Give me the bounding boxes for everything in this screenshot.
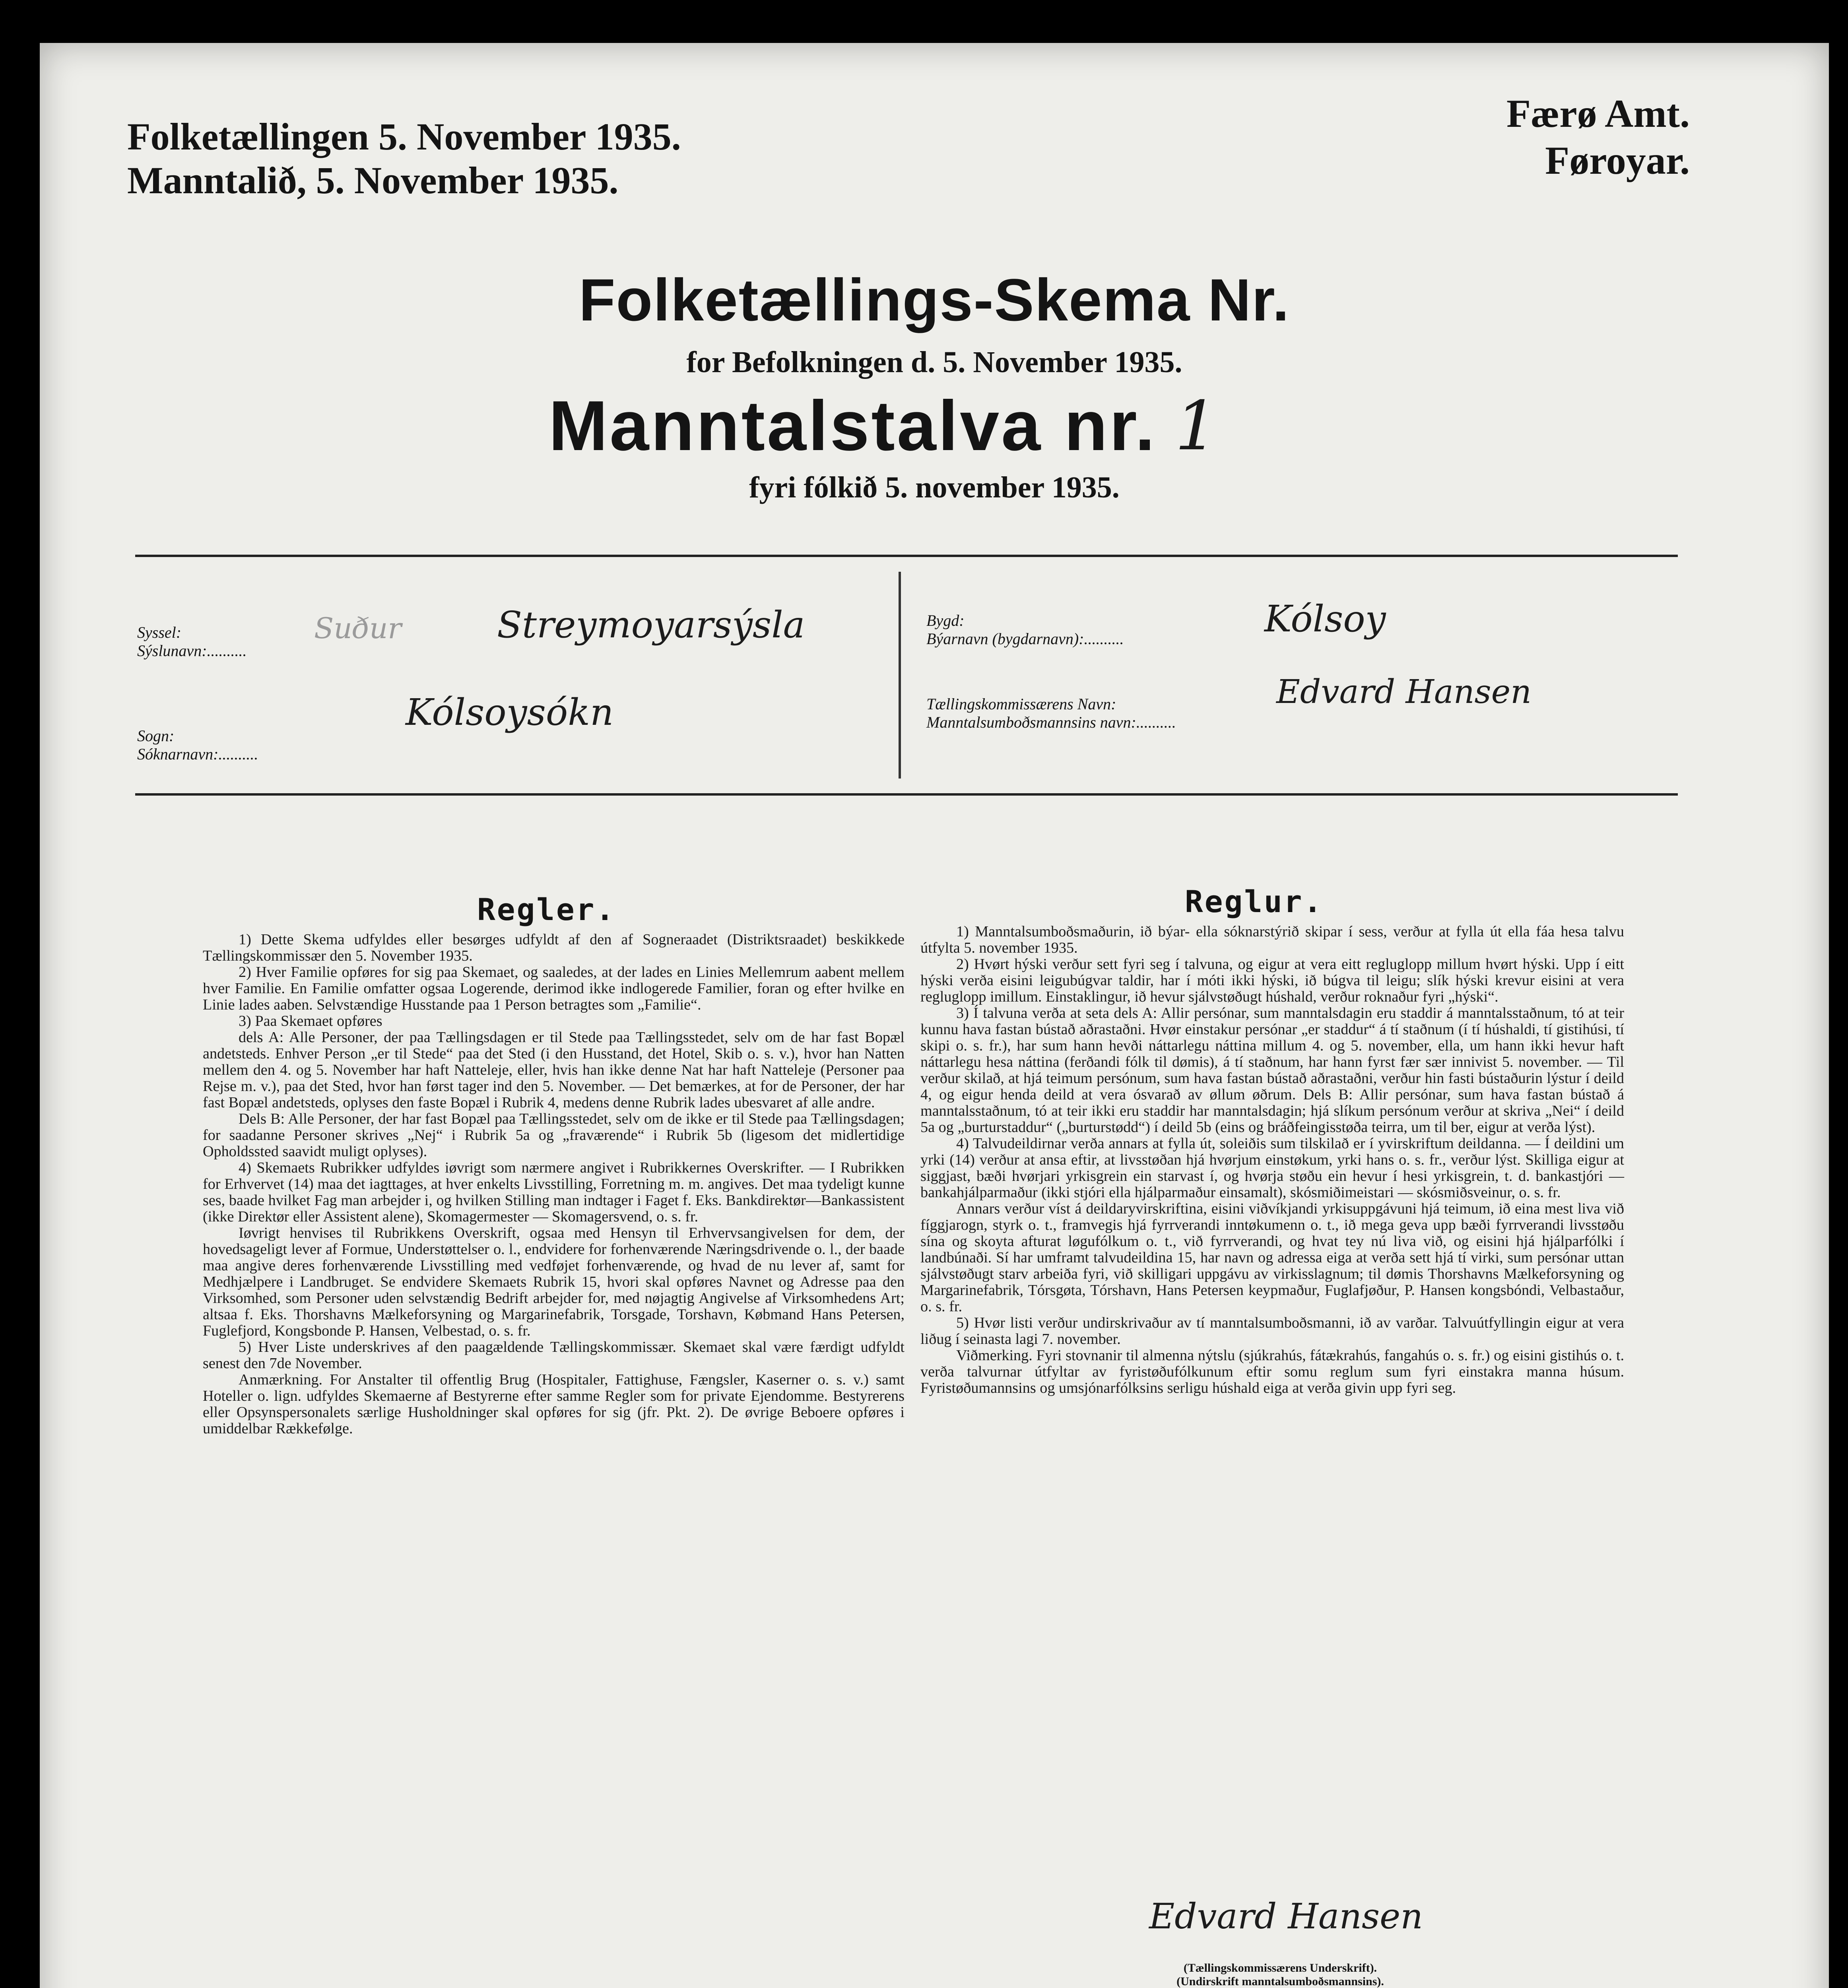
rules-da-paragraph: 3) Paa Skemaet opføres	[239, 1013, 382, 1029]
census-title-faroese: Manntalið, 5. November 1935.	[127, 159, 619, 202]
schema-title-faroese: Manntalstalva nr.	[549, 386, 1157, 465]
rules-heading-faroese: Reglur.	[1185, 884, 1324, 919]
rules-fo-paragraph: 4) Talvudeildirnar verða annars at fylla út, soleiðis sum tilskilað er í yvirskriftum deildanna. — Í deildini um yrki (14) verður at ansa eftir, at livsstøðan hjá hvørjum einstøkum, yrki hans o. s. fr., verður lýst. Skilliga eigur at siggjast, bæði hvørjari yrkisgrein ein starvast í, og hvørja støðu ein hevur í hesi yrkisgrein, t. d. bankastjóri — bankahjálparmaður (ikki stjóri ella hjálparmaður einsamalt), skósmiðimeistari — skósmiðsveinur, o. s. fr.	[920, 1135, 1624, 1201]
signature-caption-danish: (Tællingskommissærens Underskrift).	[1183, 1961, 1377, 1974]
census-form-page	[40, 43, 1829, 1988]
rules-fo-paragraph: 1) Manntalsumboðsmaðurin, ið býar- ella sóknarstýrið skipar í sess, verður at fylla út ella fáa hesa talvu útfylta 5. november 1935.	[920, 923, 1624, 956]
rules-fo-paragraph: Viðmerking. Fyri stovnanir til almenna nýtslu (sjúkrahús, fátækrahús, fangahús o. s. fr.) og eisini gistihús o. t. verða talvurnar útfyltar av fyristøðufólkunum eftir somu reglum sum fyri einstakra manna húsum. Fyristøðumannsins og umsjónarfólksins serligu húshald eiga at verða givin upp fyri seg.	[920, 1347, 1624, 1396]
signature-caption	[1125, 1961, 1435, 1988]
bygd-label: Bygd: Býarnavn (bygdarnavn):..........	[926, 612, 1124, 648]
rules-da-paragraph: Anmærkning. For Anstalter til offentlig Brug (Hospitaler, Fattighuse, Fængsler, Kaserner o. s. v.) samt Hoteller o. lign. udfyldes Skemaerne af Bestyrerne efter samme Regler som for private Ejendomme. Bestyrerens eller Opsynspersonalets særlige Husholdninger skal opføres for sig (jfr. Pkt. 2). De øvrige Beboere opføres i umiddelbar Rækkefølge.	[203, 1371, 905, 1437]
schema-subtitle-faroese: fyri fólkið 5. november 1935.	[749, 471, 1120, 504]
divider-vertical	[899, 572, 901, 779]
rules-da-paragraph: Dels B: Alle Personer, der har fast Bopæl paa Tællingsstedet, selv om de ikke er til Stede paa Tællingsdagen; for saadanne Personer skrives „Nej“ i Rubrik 5a og „fraværende“ i Rubrik 5b (ligesom det midlertidige Opholdssted saavidt muligt oplyses).	[203, 1110, 905, 1160]
signature-handwritten: Edvard Hansen	[1149, 1896, 1423, 1937]
rules-da-paragraph: 4) Skemaets Rubrikker udfyldes iøvrigt som nærmere angivet i Rubrikkernes Overskrifter. — I Rubrikken for Erhvervet (14) maa det iagttages, at hver enkelts Livsstilling, Forretning m. m. angives. Det maa tydeligt kunne ses, baade hvilket Fag man arbejder i, og hvilken Stilling man indtager i Faget f. Eks. Bankdirektør—Bankassistent (ikke Direktør eller Assistent alene), Skomagermester — Skomagersvend, o. s. fr.	[203, 1159, 905, 1225]
syssel-label: Syssel: Sýslunavn:..........	[137, 623, 247, 660]
rules-column-danish	[203, 932, 905, 1437]
county-danish: Færø Amt.	[1506, 91, 1690, 136]
rules-fo-paragraph: 2) Hvørt hýski verður sett fyri seg í talvuna, og eigur at vera eitt regluglopp millum hvørt hýski. Upp í eitt hýski verða eisini leigubúgvar taldir, har í móti ikki hýski, ið búgva til leigu; slík hýski krevur eisini at vera regluglopp imillum. Einstaklingur, ið hevur sjálvstøðugt húshald, verður roknaður fyri „hýski“.	[920, 956, 1624, 1005]
bygd-value: Kólsoy	[1264, 598, 1386, 640]
syssel-value-prefix: Suður	[314, 612, 402, 645]
rules-column-faroese	[920, 924, 1624, 1396]
schema-title-danish: Folketællings-Skema Nr.	[578, 266, 1290, 333]
schema-subtitle-danish: for Befolkningen d. 5. November 1935.	[686, 346, 1182, 379]
rules-heading-danish: Regler.	[477, 892, 616, 927]
rules-fo-paragraph: 3) Í talvuna verða at seta dels A: Allir persónar, sum manntalsdagin eru staddir á manntalsstaðnum, tó at teir kunnu hava fastan bústað aðrastaðni. Hvør einstakur persónar „er staddur“ á tí staðnum (í tí húshaldi, tí gistihúsi, tí skipi o. s. fr.), har sum hann hevði náttarlegu náttina millum 4. og 5. november, ella, um hann ikki hevur haft náttarlegu hesa náttina (ferðandi fólk til dømis), á tí staðnum, har hann fyrst fær sær innivist 5. november. — Til verður skilað, at hjá teimum persónum, sum hava fastan bústað aðrastaðni, verður hin fasti bústaðurin lýstur í deild 4, og eigur henda deild at vera ósvarað av øllum øðrum. Dels B: Allir persónar, sum hava fastan bústað á manntalsstaðnum, tó at teir ikki eru staddir har manntalsdagin; hjá slíkum persónum verður at skriva „Nei“ í deild 5a og „burturstaddur“ („burturstødd“) í deild 5b (eins og bráðfeingisstøða teirra, um til ber, eigur at verða lýst).	[920, 1005, 1624, 1136]
rules-da-paragraph: 2) Hver Familie opføres for sig paa Skemaet, og saaledes, at der lades en Linies Mellemrum aabent mellem hver Familie. En Familie omfatter ogsaa Logerende, derimod ikke indlogerede Familier, foran og efter hvilke en Linie lades aaben. Selvstændige Husstande paa 1 Person betragtes som „Familie“.	[203, 964, 905, 1013]
rules-da-paragraph: 5) Hver Liste underskrives af den paagældende Tællingskommissær. Skemaet skal være færdigt udfyldt senest den 7de November.	[203, 1339, 905, 1372]
sogn-value: Kólsoysókn	[406, 691, 614, 734]
rules-da-paragraph: 1) Dette Skema udfyldes eller besørges udfyldt af den af Sogneraadet (Distriktsraadet) beskikkede Tællingskommissær den 5. November 1935.	[203, 931, 905, 964]
census-title-danish: Folketællingen 5. November 1935.	[127, 115, 681, 158]
rules-fo-paragraph: 5) Hvør listi verður undirskrivaður av tí manntalsumboðsmanni, ið av varðar. Talvuútfyllingin eigur at vera liðug í seinasta lagi 7. november.	[920, 1314, 1624, 1347]
sogn-label: Sogn: Sóknarnavn:..........	[137, 727, 258, 763]
county-faroese: Føroyar.	[1545, 138, 1690, 182]
schema-number-handwritten: 1	[1175, 387, 1218, 466]
signature-caption-faroese: (Undirskrift manntalsumboðsmannsins).	[1176, 1975, 1384, 1988]
commissioner-value: Edvard Hansen	[1276, 673, 1532, 711]
rules-fo-paragraph: Annars verður víst á deildaryvirskriftina, eisini viðvíkjandi yrkisuppgávuni hjá teimum, ið eina mest liva við fíggjarogn, styrk o. t., framvegis hjá fyrrverandi inntøkumenn o. t., ið mega geva upp bæði fyrrverandi livsstøðu sína og skoyta afturat løgufólkum o. t., við fyrrverandi, og hvat tey nú liva við, og eisini hjá hjálparfólki í landbúnaði. Sí har umframt talvudeildina 15, har navn og adressa eiga at verða sett hjá tí virki, sum persónar uttan sjálvstøðugt starv arbeiða fyri, við skilligari uppgávu av virkisslagnum; til dømis Thorshavns Mælkeforsyning og Margarinefabrik, Tórsgøta, Tórshavn, Hans Petersen keypmaður, Fuglafjøður, P. Hansen kongsbóndi, Velbastaður, o. s. fr.	[920, 1200, 1624, 1315]
rules-da-paragraph: dels A: Alle Personer, der paa Tællingsdagen er til Stede paa Tællingsstedet, selv om de har fast Bopæl andetsteds. Enhver Person „er til Stede“ paa det Sted (i den Husstand, det Hotel, Skib o. s. v.), hvor han Natten mellem den 4. og 5. November har haft Natteleje, eller, hvis han ikke denne Nat har haft Natteleje (Personer paa Rejse m. v.), paa det Sted, hvor han først tager ind den 5. November. — Det bemærkes, at for de Personer, der har fast Bopæl andetsteds, oplyses den faste Bopæl i Rubrik 4, medens denne Rubrik lades ubesvaret af alle andre.	[203, 1029, 905, 1111]
rules-da-paragraph: Iøvrigt henvises til Rubrikkens Overskrift, ogsaa med Hensyn til Erhvervsangivelsen for dem, der hovedsageligt lever af Formue, Understøttelser o. l., endvidere for forhenværende Næringsdrivende o. l., der baade maa angive deres forhenværende Livsstilling med vedføjet forhenværende, og hvad de nu lever af, samt for Medhjælpere i Landbruget. Se endvidere Skemaets Rubrik 15, hvori skal opføres Navnet og Adresse paa den Virksomhed, som Personer uden selvstændig Bedrift arbejder for, med nøjagtig Angivelse af Virksomhedens Art; altsaa f. Eks. Thorshavns Mælkeforsyning og Margarinefabrik, Torsgade, Torshavn, Købmand Hans Petersen, Fuglefjord, Kongsbonde P. Hansen, Velbestad, o. s. fr.	[203, 1225, 905, 1339]
divider-bottom	[135, 793, 1678, 796]
divider-top	[135, 555, 1678, 557]
syssel-value: Streymoyarsýsla	[497, 604, 805, 646]
commissioner-label: Tællingskommissærens Navn: Manntalsumboðsmannsins navn:..........	[926, 695, 1176, 731]
